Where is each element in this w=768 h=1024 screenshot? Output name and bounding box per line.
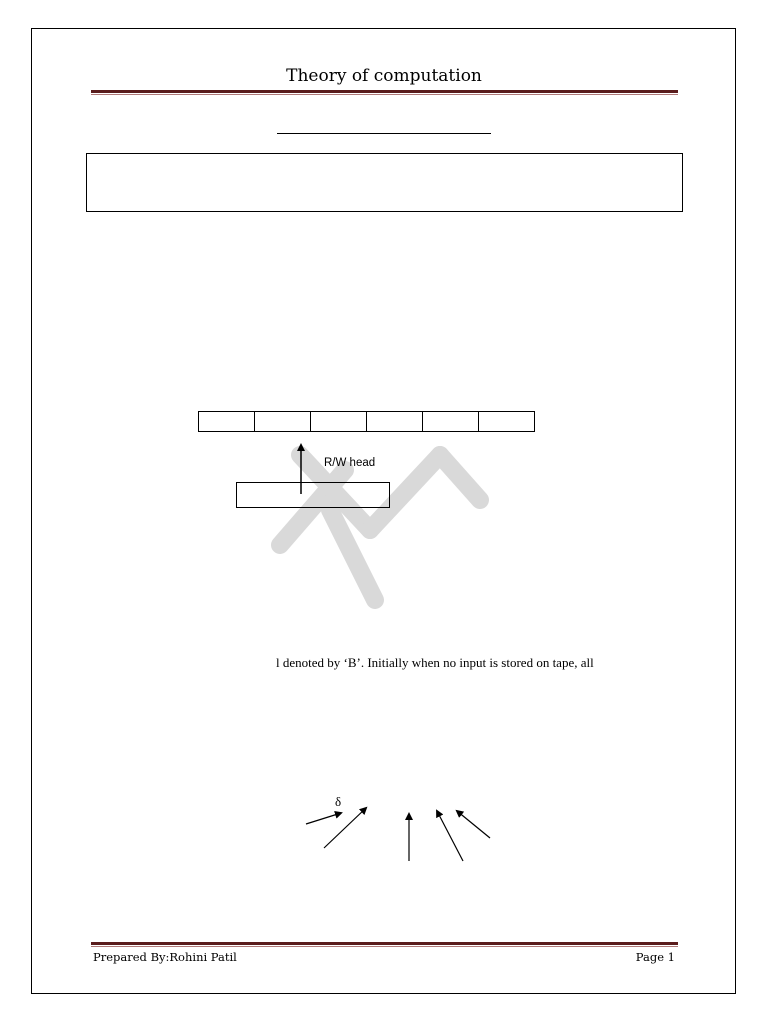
rw-head-label: R/W head xyxy=(324,457,376,469)
footer-rule xyxy=(91,942,678,945)
tuple-arrow-4 xyxy=(437,811,463,861)
delta-symbol: δ xyxy=(335,794,342,809)
page-header-title: Theory of computation xyxy=(286,66,482,86)
tuple-arrow-5 xyxy=(457,811,490,838)
tuple-arrow-2 xyxy=(324,808,366,848)
tuple-arrow-1 xyxy=(306,813,341,824)
footer-rule-thin xyxy=(91,946,678,947)
footer-author: Prepared By:Rohini Patil xyxy=(93,950,237,964)
footer-page-number: Page 1 xyxy=(635,950,675,964)
body-text-line: l denoted by ‘B’. Initially when no input is stored on tape, all xyxy=(276,655,594,670)
